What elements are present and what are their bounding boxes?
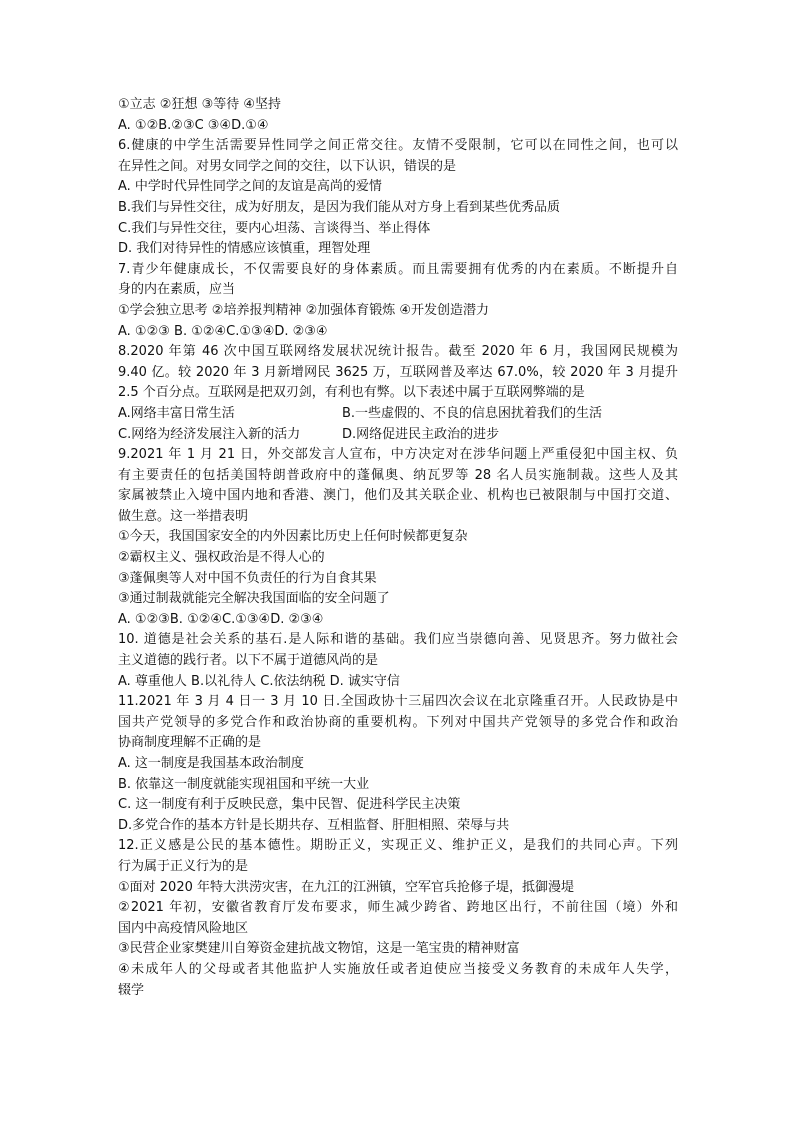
- q12-statement-4a: ④未成年人的父母或者其他监护人实施放任或者迫使应当接受义务教育的未成年人失学，: [118, 961, 678, 977]
- q9-answers: A. ①②③B. ①②④C.①③④D. ②③④: [118, 611, 324, 627]
- q9-statement-3: ③蓬佩奥等人对中国不负责任的行为自食其果: [118, 570, 377, 586]
- q8-option-c: C.网络为经济发展注入新的活力: [118, 426, 301, 442]
- q9-statement-1: ①今天，我国国家安全的内外因素比历史上任何时候都更复杂: [118, 529, 468, 545]
- q7-answers: A. ①②③ B. ①②④C.①③④D. ②③④: [118, 323, 328, 339]
- q8-stem-3: 2.5 个百分点。互联网是把双刃剑，有利也有弊。以下表述中属于互联网弊端的是: [118, 385, 585, 401]
- q8-option-a: A.网络丰富日常生活: [118, 405, 235, 421]
- q12-stem-2: 行为属于正义行为的是: [118, 858, 249, 874]
- q9-statement-2: ②霸权主义、强权政治是不得人心的: [118, 550, 325, 566]
- q9-stem-2: 有主要责任的包括美国特朗普政府中的蓬佩奥、纳瓦罗等 28 名人员实施制裁。这些人及其: [118, 467, 678, 483]
- q7-stem-2: 身的内在素质，应当: [118, 282, 236, 298]
- q7-stem-1: 7.青少年健康成长，不仅需要良好的身体素质。而且需要拥有优秀的内在素质。不断提升自: [118, 261, 678, 277]
- q9-statement-4: ③通过制裁就能完全解决我国面临的安全问题了: [118, 591, 390, 607]
- q8-option-d: D.网络促进民主政治的进步: [342, 426, 500, 442]
- q10-stem-1: 10. 道德是社会关系的基石.是人际和谐的基础。我们应当崇德向善、见贤思齐。努力做社会: [118, 632, 678, 648]
- q11-option-b: B. 依靠这一制度就能实现祖国和平统一大业: [118, 776, 370, 792]
- q9-stem-3: 家属被禁止入境中国内地和香港、澳门，他们及其关联企业、机构也已被限制与中国打交道、: [118, 488, 678, 504]
- q6-stem-2: 在异性之间。对男女同学之间的交往，以下认识，错误的是: [118, 158, 457, 174]
- q12-statement-3: ③民营企业家樊建川自筹资金建抗战文物馆，这是一笔宝贵的精神财富: [118, 941, 520, 957]
- q11-option-a: A. 这一制度是我国基本政治制度: [118, 756, 304, 771]
- q11-option-c: C. 这一制度有利于反映民意，集中民智、促进科学民主决策: [118, 797, 461, 813]
- q5-answers: A. ①②B.②③C ③④D.①④: [118, 117, 269, 133]
- q11-stem-3: 协商制度理解不正确的是: [118, 735, 262, 751]
- q12-statement-1: ①面对 2020 年特大洪涝灾害，在九江的江洲镇，空军官兵抢修子堤，抵御漫堤: [118, 879, 575, 895]
- q10-stem-2: 主义道德的践行者。以下不属于道德风尚的是: [118, 653, 379, 669]
- q10-options: A. 尊重他人 B.以礼待人 C.依法纳税 D. 诚实守信: [118, 673, 400, 689]
- q8-stem-1: 8.2020 年第 46 次中国互联网络发展状况统计报告。截至 2020 年 6 月，我国网民规模为: [118, 344, 678, 360]
- q12-statement-4b: 辍学: [118, 982, 145, 998]
- q6-option-a: A. 中学时代异性同学之间的友谊是高尚的爱情: [118, 179, 382, 195]
- q6-option-b: B.我们与异性交往，成为好朋友，是因为我们能从对方身上看到某些优秀品质: [118, 199, 561, 215]
- q8-options-row-2: [118, 425, 678, 446]
- q11-stem-1: 11.2021 年 3 月 4 日一 3 月 10 日.全国政协十三届四次会议在北京隆重召开。人民政协是中: [118, 694, 678, 710]
- q8-stem-2: 9.40 亿。较 2020 年 3 月新增网民 3625 万，互联网普及率达 67.0%，较 2020 年 3 月提升: [118, 364, 678, 380]
- q6-option-c: C.我们与异性交往，要内心坦荡、言谈得当、举止得体: [118, 220, 431, 236]
- q11-option-d: D.多党合作的基本方针是长期共存、互相监督、肝胆相照、荣辱与共: [118, 817, 510, 833]
- q12-stem-1: 12.正义感是公民的基本德性。期盼正义，实现正义、维护正义，是我们的共同心声。下列: [118, 838, 678, 854]
- q8-option-b: B.一些虚假的、不良的信息困扰着我们的生活: [342, 405, 603, 421]
- q9-stem-4: 做生意。这一举措表明: [118, 508, 249, 524]
- q6-option-d: D. 我们对待异性的情感应该慎重，理智处理: [118, 241, 371, 257]
- q8-options-row-1: [118, 404, 678, 425]
- q7-options: ①学会独立思考 ②培养报判精神 ②加强体育锻炼 ④开发创造潜力: [118, 302, 490, 318]
- q11-stem-2: 国共产党领导的多党合作和政治协商的重要机构。下列对中国共产党领导的多党合作和政治: [118, 714, 678, 730]
- q6-stem-1: 6.健康的中学生活需要异性同学之间正常交往。友情不受限制，它可以在同性之间，也可以: [118, 138, 678, 154]
- q5-options: ①立志 ②狂想 ③等待 ④坚持: [118, 97, 282, 112]
- q12-statement-2a: ②2021 年初，安徽省教育厅发布要求，师生减少跨省、跨地区出行，不前往国（境）外和: [118, 900, 678, 916]
- q9-stem-1: 9.2021 年 1 月 21 日，外交部发言人宣布，中方决定对在涉华问题上严重侵犯中国主权、负: [118, 447, 678, 463]
- q12-statement-2b: 国内中高疫情风险地区: [118, 920, 249, 936]
- exam-page-text: [118, 95, 678, 1001]
